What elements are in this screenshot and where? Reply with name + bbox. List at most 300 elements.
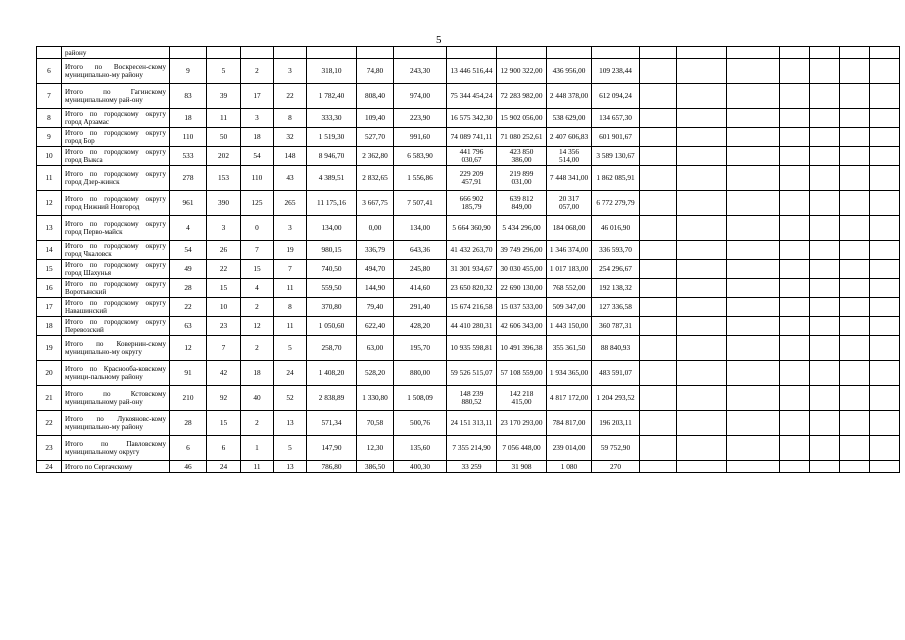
value-cell: 19 (274, 241, 307, 260)
value-cell: 15 674 216,58 (447, 298, 497, 317)
empty-cell (640, 109, 677, 128)
value-cell: 528,20 (357, 361, 394, 386)
value-cell: 258,70 (307, 336, 357, 361)
value-cell: 39 (207, 84, 241, 109)
empty-cell (640, 260, 677, 279)
value-cell: 23 (207, 317, 241, 336)
empty-cell (780, 216, 810, 241)
value-cell: 10 491 396,38 (497, 336, 547, 361)
empty-cell (810, 241, 840, 260)
value-cell: 386,50 (357, 461, 394, 473)
empty-cell (640, 298, 677, 317)
value-cell: 110 (170, 128, 207, 147)
value-cell: 4 (170, 216, 207, 241)
empty-cell (810, 128, 840, 147)
table-row (37, 260, 900, 279)
empty-cell (727, 260, 780, 279)
value-cell: 59 526 515,07 (447, 361, 497, 386)
empty-cell (780, 109, 810, 128)
empty-cell (677, 241, 727, 260)
empty-cell (840, 317, 870, 336)
empty-cell (840, 298, 870, 317)
table-row (37, 361, 900, 386)
empty-cell (870, 216, 900, 241)
district-name-cell: району (62, 47, 170, 59)
empty-cell (840, 241, 870, 260)
empty-cell (840, 128, 870, 147)
value-cell: 3 (274, 59, 307, 84)
value-cell: 8 (274, 109, 307, 128)
empty-cell (640, 386, 677, 411)
empty-cell (677, 260, 727, 279)
row-number-cell: 22 (37, 411, 62, 436)
empty-cell (810, 216, 840, 241)
value-cell: 2 838,89 (307, 386, 357, 411)
value-cell: 559,50 (307, 279, 357, 298)
value-cell: 808,40 (357, 84, 394, 109)
value-cell: 15 (207, 411, 241, 436)
value-cell: 1 556,86 (394, 166, 447, 191)
value-cell: 243,30 (394, 59, 447, 84)
value-cell: 1 862 085,91 (592, 166, 640, 191)
value-cell: 622,40 (357, 317, 394, 336)
value-cell: 414,60 (394, 279, 447, 298)
value-cell: 147,90 (307, 436, 357, 461)
district-name-cell: Итого по Воскресен-скому муниципально-му району (62, 59, 170, 84)
value-cell: 22 (274, 84, 307, 109)
value-cell: 336 593,70 (592, 241, 640, 260)
value-cell: 195,70 (394, 336, 447, 361)
housing-register-table (36, 46, 900, 473)
value-cell: 2 832,65 (357, 166, 394, 191)
empty-cell (810, 47, 840, 59)
value-cell: 768 552,00 (547, 279, 592, 298)
value-cell (357, 47, 394, 59)
value-cell: 245,80 (394, 260, 447, 279)
empty-cell (780, 47, 810, 59)
value-cell: 390 (207, 191, 241, 216)
district-name-cell: Итого по городскому округу город Чкаловск (62, 241, 170, 260)
table-row (37, 279, 900, 298)
value-cell: 5 (274, 336, 307, 361)
district-name-cell: Итого по Сергачскому (62, 461, 170, 473)
empty-cell (727, 386, 780, 411)
value-cell: 88 840,93 (592, 336, 640, 361)
table-row (37, 109, 900, 128)
value-cell: 880,00 (394, 361, 447, 386)
value-cell: 10 935 598,81 (447, 336, 497, 361)
value-cell: 13 (274, 411, 307, 436)
value-cell: 11 (274, 279, 307, 298)
value-cell: 12,30 (357, 436, 394, 461)
value-cell: 24 (207, 461, 241, 473)
empty-cell (780, 84, 810, 109)
empty-cell (640, 59, 677, 84)
value-cell: 46 016,90 (592, 216, 640, 241)
empty-cell (640, 47, 677, 59)
value-cell: 428,20 (394, 317, 447, 336)
table-row (37, 166, 900, 191)
empty-cell (870, 59, 900, 84)
value-cell: 0 (241, 216, 274, 241)
value-cell: 336,79 (357, 241, 394, 260)
empty-cell (780, 317, 810, 336)
empty-cell (780, 191, 810, 216)
empty-cell (677, 298, 727, 317)
value-cell: 291,40 (394, 298, 447, 317)
value-cell: 50 (207, 128, 241, 147)
empty-cell (780, 279, 810, 298)
empty-cell (810, 436, 840, 461)
table-row (37, 84, 900, 109)
row-number-cell: 12 (37, 191, 62, 216)
value-cell: 265 (274, 191, 307, 216)
value-cell (497, 47, 547, 59)
empty-cell (727, 166, 780, 191)
table-row (37, 298, 900, 317)
empty-cell (810, 147, 840, 166)
value-cell: 318,10 (307, 59, 357, 84)
empty-cell (810, 279, 840, 298)
value-cell: 2 (241, 336, 274, 361)
empty-cell (840, 361, 870, 386)
empty-cell (840, 191, 870, 216)
empty-cell (677, 191, 727, 216)
value-cell: 5 664 360,90 (447, 216, 497, 241)
empty-cell (727, 128, 780, 147)
empty-cell (870, 298, 900, 317)
empty-cell (677, 109, 727, 128)
empty-cell (677, 166, 727, 191)
value-cell: 22 (170, 298, 207, 317)
value-cell: 134 657,30 (592, 109, 640, 128)
value-cell: 11 (207, 109, 241, 128)
value-cell: 538 629,00 (547, 109, 592, 128)
value-cell: 33 259 (447, 461, 497, 473)
value-cell: 219 899 031,00 (497, 166, 547, 191)
row-number-cell: 16 (37, 279, 62, 298)
value-cell: 1 519,30 (307, 128, 357, 147)
empty-cell (727, 59, 780, 84)
empty-cell (677, 47, 727, 59)
value-cell: 59 752,90 (592, 436, 640, 461)
empty-cell (727, 411, 780, 436)
value-cell: 7 448 341,00 (547, 166, 592, 191)
value-cell: 23 650 820,32 (447, 279, 497, 298)
value-cell: 784 817,00 (547, 411, 592, 436)
empty-cell (870, 241, 900, 260)
value-cell (394, 47, 447, 59)
value-cell: 202 (207, 147, 241, 166)
value-cell: 196 203,11 (592, 411, 640, 436)
row-number-cell: 15 (37, 260, 62, 279)
value-cell: 22 (207, 260, 241, 279)
value-cell: 26 (207, 241, 241, 260)
value-cell: 1 408,20 (307, 361, 357, 386)
value-cell: 2 407 606,83 (547, 128, 592, 147)
value-cell: 1 204 293,52 (592, 386, 640, 411)
empty-cell (640, 411, 677, 436)
value-cell: 2 362,80 (357, 147, 394, 166)
table-row (37, 461, 900, 473)
empty-cell (780, 298, 810, 317)
empty-cell (840, 216, 870, 241)
district-name-cell: Итого по городскому округу город Арзамас (62, 109, 170, 128)
value-cell: 134,00 (307, 216, 357, 241)
empty-cell (677, 216, 727, 241)
value-cell: 483 591,07 (592, 361, 640, 386)
value-cell: 63 (170, 317, 207, 336)
value-cell: 10 (207, 298, 241, 317)
value-cell: 142 218 415,00 (497, 386, 547, 411)
empty-cell (727, 241, 780, 260)
value-cell: 24 (274, 361, 307, 386)
empty-cell (640, 191, 677, 216)
empty-cell (810, 191, 840, 216)
district-name-cell: Итого по городскому округу город Шахунья (62, 260, 170, 279)
empty-cell (677, 59, 727, 84)
value-cell: 57 108 559,00 (497, 361, 547, 386)
value-cell: 2 (241, 59, 274, 84)
empty-cell (677, 84, 727, 109)
empty-cell (810, 260, 840, 279)
value-cell: 355 361,50 (547, 336, 592, 361)
value-cell: 16 575 342,30 (447, 109, 497, 128)
value-cell: 63,00 (357, 336, 394, 361)
value-cell: 13 446 516,44 (447, 59, 497, 84)
value-cell: 229 209 457,91 (447, 166, 497, 191)
empty-cell (727, 84, 780, 109)
empty-cell (677, 336, 727, 361)
empty-cell (677, 386, 727, 411)
value-cell: 254 296,67 (592, 260, 640, 279)
district-name-cell: Итого по городскому округу Перевозский (62, 317, 170, 336)
empty-cell (870, 260, 900, 279)
value-cell: 360 787,31 (592, 317, 640, 336)
value-cell: 20 317 057,00 (547, 191, 592, 216)
value-cell: 23 170 293,00 (497, 411, 547, 436)
empty-cell (780, 461, 810, 473)
table-row (37, 411, 900, 436)
empty-cell (640, 436, 677, 461)
value-cell: 1 508,09 (394, 386, 447, 411)
empty-cell (810, 84, 840, 109)
empty-cell (677, 461, 727, 473)
value-cell: 135,60 (394, 436, 447, 461)
value-cell: 500,76 (394, 411, 447, 436)
row-number-cell: 10 (37, 147, 62, 166)
value-cell: 666 902 185,79 (447, 191, 497, 216)
value-cell: 46 (170, 461, 207, 473)
value-cell: 12 (241, 317, 274, 336)
table-row (37, 336, 900, 361)
empty-cell (677, 128, 727, 147)
empty-cell (727, 461, 780, 473)
empty-cell (870, 191, 900, 216)
empty-cell (727, 436, 780, 461)
value-cell: 1 346 374,00 (547, 241, 592, 260)
value-cell: 54 (241, 147, 274, 166)
value-cell: 527,70 (357, 128, 394, 147)
page-number: 5 (436, 34, 442, 46)
value-cell: 18 (170, 109, 207, 128)
empty-cell (870, 84, 900, 109)
empty-cell (640, 361, 677, 386)
empty-cell (840, 109, 870, 128)
value-cell: 153 (207, 166, 241, 191)
empty-cell (810, 166, 840, 191)
empty-cell (727, 336, 780, 361)
value-cell: 43 (274, 166, 307, 191)
value-cell: 7 355 214,90 (447, 436, 497, 461)
value-cell: 3 (274, 216, 307, 241)
empty-cell (640, 166, 677, 191)
empty-cell (640, 147, 677, 166)
value-cell: 7 (207, 336, 241, 361)
empty-cell (640, 279, 677, 298)
district-name-cell: Итого по городскому округу Навашинский (62, 298, 170, 317)
empty-cell (810, 411, 840, 436)
value-cell: 148 239 880,52 (447, 386, 497, 411)
empty-cell (810, 336, 840, 361)
value-cell: 15 902 056,00 (497, 109, 547, 128)
value-cell: 0,00 (357, 216, 394, 241)
value-cell: 3 (207, 216, 241, 241)
value-cell: 1 330,80 (357, 386, 394, 411)
empty-cell (810, 298, 840, 317)
empty-cell (870, 279, 900, 298)
value-cell: 571,34 (307, 411, 357, 436)
empty-cell (870, 436, 900, 461)
value-cell: 5 (207, 59, 241, 84)
table-row (37, 241, 900, 260)
table-row (37, 386, 900, 411)
empty-cell (727, 47, 780, 59)
empty-cell (810, 461, 840, 473)
empty-cell (727, 361, 780, 386)
empty-cell (727, 317, 780, 336)
table-row (37, 216, 900, 241)
value-cell: 1 080 (547, 461, 592, 473)
table-row (37, 436, 900, 461)
value-cell: 42 606 343,00 (497, 317, 547, 336)
value-cell: 8 946,70 (307, 147, 357, 166)
value-cell: 8 (274, 298, 307, 317)
value-cell: 974,00 (394, 84, 447, 109)
value-cell: 39 749 296,00 (497, 241, 547, 260)
value-cell: 134,00 (394, 216, 447, 241)
value-cell: 223,90 (394, 109, 447, 128)
value-cell: 278 (170, 166, 207, 191)
value-cell: 612 094,24 (592, 84, 640, 109)
value-cell: 639 812 849,00 (497, 191, 547, 216)
empty-cell (727, 109, 780, 128)
table-row (37, 59, 900, 84)
row-number-cell: 6 (37, 59, 62, 84)
table-row (37, 128, 900, 147)
value-cell: 22 690 130,00 (497, 279, 547, 298)
empty-cell (640, 461, 677, 473)
value-cell: 192 138,32 (592, 279, 640, 298)
value-cell: 71 080 252,61 (497, 128, 547, 147)
empty-cell (640, 216, 677, 241)
value-cell: 17 (241, 84, 274, 109)
value-cell: 1 443 150,00 (547, 317, 592, 336)
value-cell: 28 (170, 411, 207, 436)
value-cell: 11 (274, 317, 307, 336)
empty-cell (780, 241, 810, 260)
value-cell (592, 47, 640, 59)
empty-cell (840, 411, 870, 436)
empty-cell (727, 191, 780, 216)
value-cell: 239 014,00 (547, 436, 592, 461)
empty-cell (840, 59, 870, 84)
empty-cell (677, 361, 727, 386)
value-cell: 5 (274, 436, 307, 461)
value-cell: 441 796 030,67 (447, 147, 497, 166)
value-cell: 91 (170, 361, 207, 386)
row-number-cell: 11 (37, 166, 62, 191)
empty-cell (677, 317, 727, 336)
row-number-cell: 7 (37, 84, 62, 109)
value-cell: 18 (241, 128, 274, 147)
value-cell: 7 056 448,00 (497, 436, 547, 461)
value-cell (547, 47, 592, 59)
empty-cell (840, 336, 870, 361)
value-cell: 1 050,60 (307, 317, 357, 336)
value-cell: 6 (207, 436, 241, 461)
value-cell: 14 356 514,00 (547, 147, 592, 166)
value-cell: 5 434 296,00 (497, 216, 547, 241)
row-number-cell: 18 (37, 317, 62, 336)
value-cell: 24 151 313,11 (447, 411, 497, 436)
value-cell: 1 934 365,00 (547, 361, 592, 386)
value-cell: 144,90 (357, 279, 394, 298)
district-name-cell: Итого по городскому округу город Бор (62, 128, 170, 147)
value-cell: 54 (170, 241, 207, 260)
value-cell (207, 47, 241, 59)
value-cell: 15 (207, 279, 241, 298)
value-cell: 184 068,00 (547, 216, 592, 241)
value-cell: 110 (241, 166, 274, 191)
empty-cell (840, 84, 870, 109)
district-name-cell: Итого по городскому округу город Перво-майск (62, 216, 170, 241)
empty-cell (840, 260, 870, 279)
value-cell (274, 47, 307, 59)
value-cell: 75 344 454,24 (447, 84, 497, 109)
value-cell: 4 817 172,00 (547, 386, 592, 411)
empty-cell (840, 436, 870, 461)
value-cell: 72 283 982,00 (497, 84, 547, 109)
empty-cell (870, 361, 900, 386)
district-name-cell: Итого по городскому округу город Выкса (62, 147, 170, 166)
empty-cell (840, 279, 870, 298)
district-name-cell: Итого по Ковернин-скому муниципально-му округу (62, 336, 170, 361)
value-cell: 1 017 183,00 (547, 260, 592, 279)
empty-cell (870, 386, 900, 411)
empty-cell (677, 147, 727, 166)
row-number-cell: 14 (37, 241, 62, 260)
row-number-cell: 24 (37, 461, 62, 473)
value-cell: 333,30 (307, 109, 357, 128)
empty-cell (677, 279, 727, 298)
empty-cell (780, 128, 810, 147)
value-cell: 370,80 (307, 298, 357, 317)
value-cell: 4 (241, 279, 274, 298)
empty-cell (780, 59, 810, 84)
value-cell: 92 (207, 386, 241, 411)
value-cell: 423 850 386,00 (497, 147, 547, 166)
